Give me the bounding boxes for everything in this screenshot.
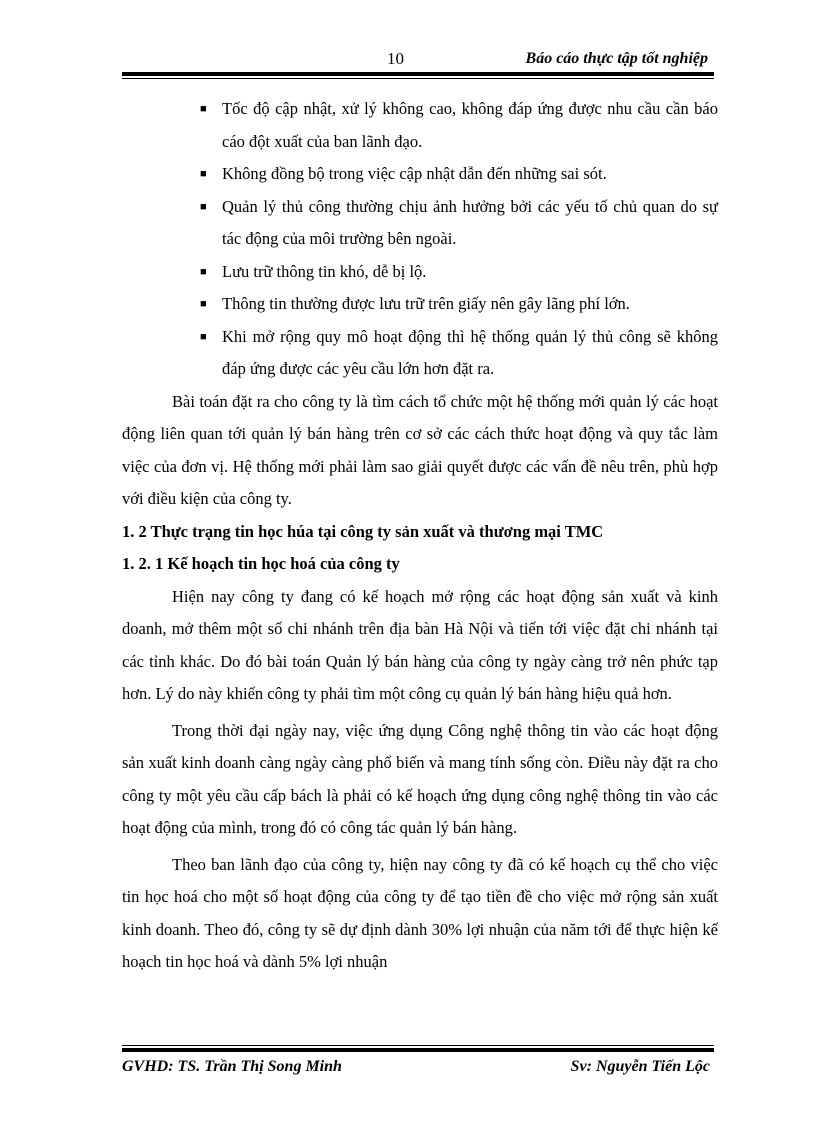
square-bullet-icon: ■ [200,103,207,115]
list-item: ■ Quản lý thủ công thường chịu ảnh hưởng bởi các yếu tố chủ quan do sự tác động của môi trường bên ngoài. [222,191,718,256]
square-bullet-icon: ■ [200,330,207,343]
page-number: 10 [387,49,404,68]
footer-divider-thin [122,1045,714,1046]
bullet-list [122,93,718,386]
list-item: ■ Tốc độ cập nhật, xử lý không cao, không đáp ứng được nhu cầu cần báo cáo đột xuất của ban lãnh đạo. [222,93,718,158]
square-bullet-icon: ■ [200,200,207,213]
square-bullet-icon: ■ [200,265,207,278]
list-item: ■ Thông tin thường được lưu trữ trên giấy nên gây lãng phí lớn. [222,288,718,321]
list-item: ■ Khi mở rộng quy mô hoạt động thì hệ thống quản lý thủ công sẽ không đáp ứng được các yêu cầu lớn hơn đặt ra. [222,321,718,386]
paragraph: Bài toán đặt ra cho công ty là tìm cách tổ chức một hệ thống mới quản lý các hoạt động liên quan tới quản lý bán hàng trên cơ sở các cách thức hoạt động và quy tắc làm việc của đơn vị. Hệ thống mới phải làm sao giải quyết được các vấn đề nêu trên, phù hợp với điều kiện của công ty. [122,391,718,508]
advisor-name: GVHD: TS. Trần Thị Song Minh [122,1058,342,1075]
student-name: Sv: Nguyễn Tiến Lộc [570,1058,710,1075]
section-heading: 1. 2 Thực trạng tin học húa tại công ty sản xuất và thương mại TMC [122,521,604,541]
report-title: Báo cáo thực tập tốt nghiệp [525,50,708,67]
list-item: ■ Lưu trữ thông tin khó, dễ bị lộ. [222,256,718,289]
page-header [122,48,714,70]
footer-divider [122,1048,714,1052]
paragraph: Hiện nay công ty đang có kế hoạch mở rộng các hoạt động sản xuất và kinh doanh, mở thêm một số chi nhánh trên địa bàn Hà Nội và tiến tới việc đặt chi nhánh tại các tỉnh khác. Do đó bài toán Quản lý bán hàng của công ty ngày càng trở nên phức tạp hơn. Lý do này khiến công ty phải tìm một công cụ quản lý bán hàng hiệu quả hơn. [122,586,718,703]
square-bullet-icon: ■ [200,168,207,180]
document-body [122,93,718,979]
subsection-heading: 1. 2. 1 Kế hoạch tin học hoá của công ty [122,554,400,573]
page-footer [122,1055,714,1079]
square-bullet-icon: ■ [200,298,207,310]
header-divider [122,72,714,76]
list-item: ■ Không đồng bộ trong việc cập nhật dẫn đến những sai sót. [222,158,718,191]
paragraph: Theo ban lãnh đạo của công ty, hiện nay công ty đã có kế hoạch cụ thể cho việc tin học hoá cho một số hoạt động của công ty để tạo tiền đề cho việc mở rộng sản xuất kinh doanh. Theo đó, công ty sẽ dự định dành 30% lợi nhuận của năm tới để thực hiện kế hoạch tin học hoá và dành 5% lợi nhuận [122,854,718,971]
header-divider-thin [122,78,714,79]
paragraph: Trong thời đại ngày nay, việc ứng dụng Công nghệ thông tin vào các hoạt động sản xuất kinh doanh càng ngày càng phổ biến và mang tính sống còn. Điều này đặt ra cho công ty một yêu cầu cấp bách là phải có kế hoạch ứng dụng công nghệ thông tin vào các hoạt động của mình, trong đó có công tác quản lý bán hàng. [122,720,718,837]
